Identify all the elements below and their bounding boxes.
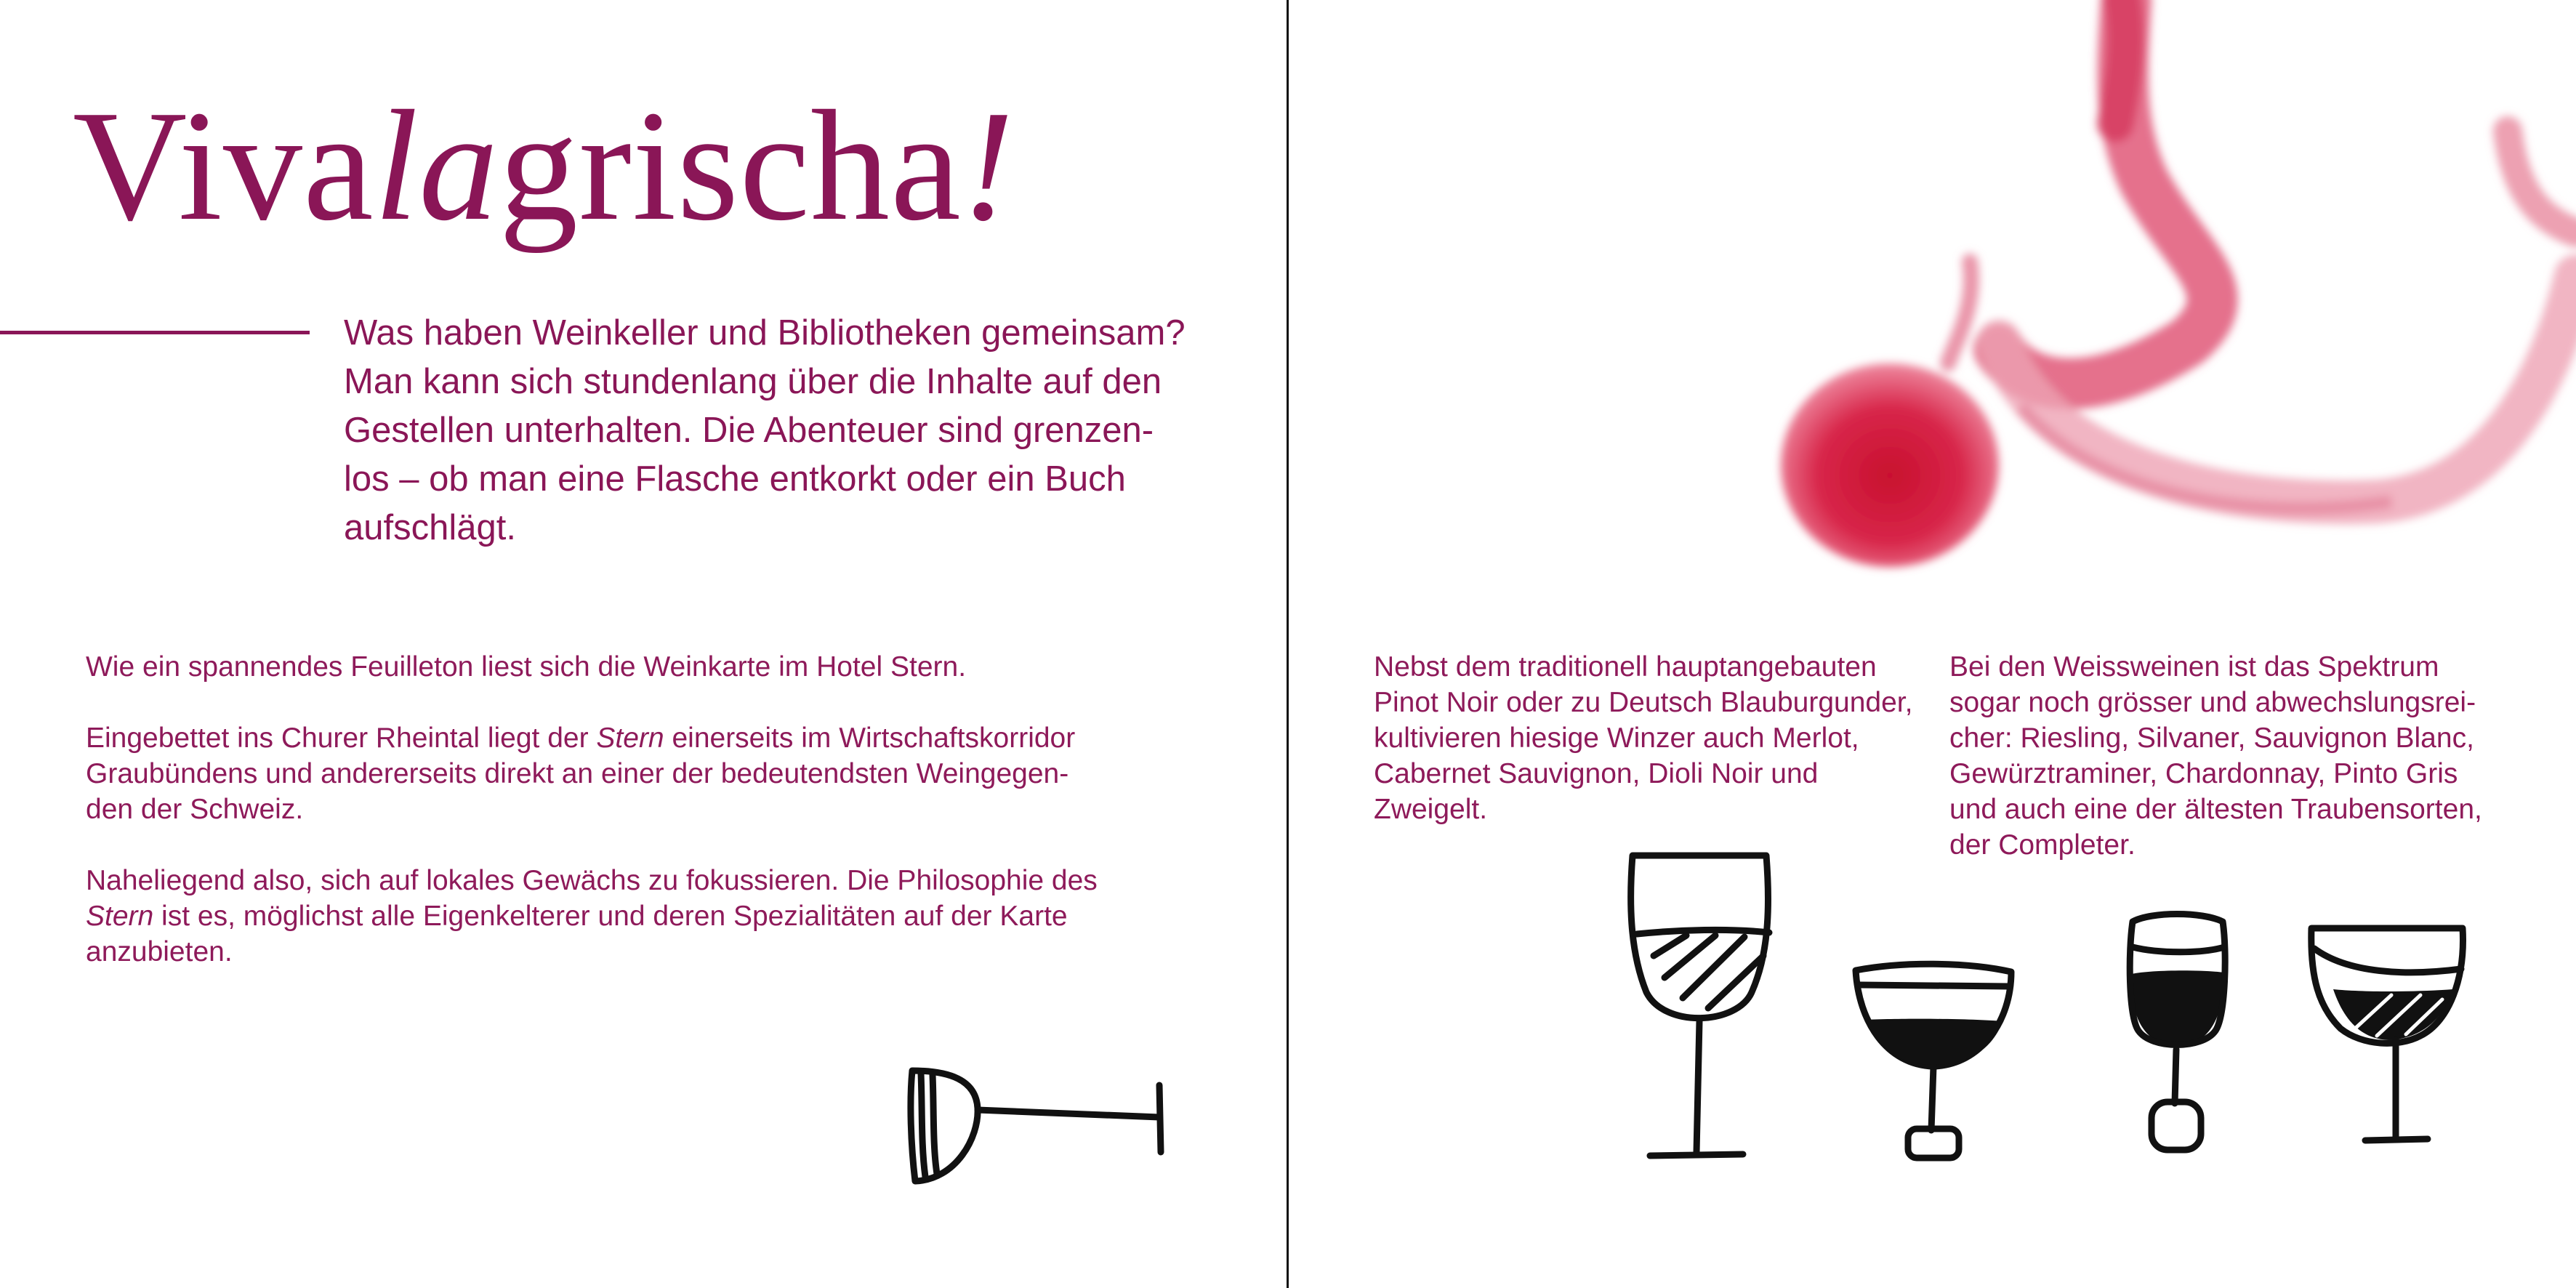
page-fold-divider (1287, 0, 1289, 1288)
body-paragraph: Eingebettet ins Churer Rheintal liegt der Stern einerseits im Wirtschaftskorridor (86, 723, 1076, 754)
left-body-text: Wie ein spannendes Feuilleton liest sich die Weinkarte im Hotel Stern. Eingebettet ins Churer Rheintal liegt der Stern einerseits im Wirtschaftskorridor Graubündens und andererseits direkt an einer der bedeutendsten Weingegen- den der Schweiz. Naheliegend also, sich auf lokales Gewächs zu fokussieren. Die Philosophie des Stern ist es, möglichst alle Eigenkelterer und deren Spezialitäten auf der Karte anzubieten. (86, 649, 1140, 970)
accent-rule (0, 331, 310, 334)
body-paragraph: Naheliegend also, sich auf lokales Gewächs zu fokussieren. Die Philosophie des (86, 865, 1098, 896)
wine-stain-illustration (1781, 0, 2576, 581)
wine-glass-icon (1621, 847, 1781, 1174)
wine-glass-icon (2304, 919, 2471, 1159)
tipped-wine-glass-icon (905, 1065, 1174, 1188)
white-wine-text-column: Bei den Weissweinen ist das Spektrum sogar noch grösser und abwechslungsrei- cher: Riesling, Silvaner, Sauvignon Blanc, Gewürztraminer, Chardonnay, Pinto Gris und auch eine der ältesten Traubensorten, der Completer. (1949, 651, 2482, 861)
red-wine-text-column: Nebst dem traditionell hauptangebauten Pinot Noir oder zu Deutsch Blauburgunder, kultivieren hiesige Winzer auch Merlot, Cabernet Sauvignon, Dioli Noir und Zweigelt. (1374, 651, 1913, 825)
page-title: Vivalagrischa! (73, 79, 1015, 254)
body-paragraph: Wie ein spannendes Feuilleton liest sich die Weinkarte im Hotel Stern. (86, 651, 967, 683)
lead-paragraph: Was haben Weinkeller und Bibliotheken gemeinsam? Man kann sich stundenlang über die Inhalte auf den Gestellen unterhalten. Die Abenteuer sind grenzen- los – ob man eine Flasche entkorkt oder ein Buch aufschlägt. (344, 313, 1186, 547)
wine-glass-icon (1850, 956, 2017, 1167)
wine-glass-icon (2122, 907, 2231, 1165)
